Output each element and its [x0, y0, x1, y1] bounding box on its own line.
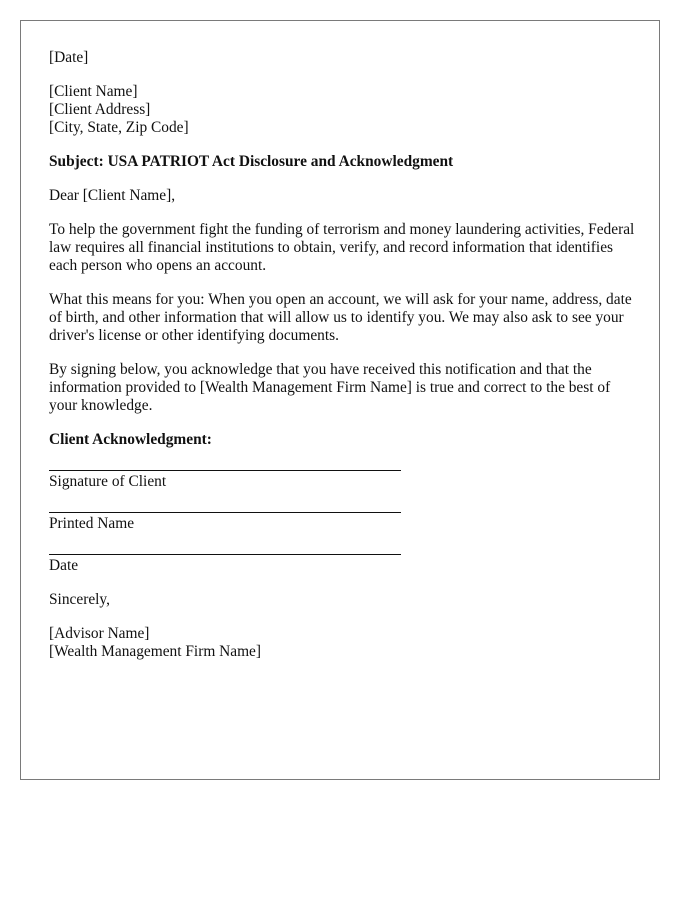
paragraph-identification: To help the government fight the funding of terrorism and money laundering activities, Federal law requires all financial institutions to obtain, verify, and record information that identifies each person who opens an account.	[49, 221, 635, 274]
acknowledgment-heading: Client Acknowledgment:	[49, 431, 212, 448]
printed-name-label: Printed Name	[49, 515, 135, 532]
spacer	[49, 415, 639, 431]
spacer	[49, 67, 639, 83]
signatory-block	[49, 625, 639, 661]
closing: Sincerely,	[49, 591, 110, 608]
recipient-name: [Client Name]	[49, 83, 138, 100]
recipient-city-state-zip: [City, State, Zip Code]	[49, 119, 189, 136]
signature-label: Signature of Client	[49, 473, 167, 490]
firm-name: [Wealth Management Firm Name]	[49, 643, 262, 660]
paragraph-acknowledgment: By signing below, you acknowledge that you have received this notification and that the information provided to [Wealth Management Firm Name] is true and correct to the best of your knowledge.	[49, 361, 611, 414]
date-label: Date	[49, 557, 79, 574]
recipient-address: [Client Address]	[49, 101, 151, 118]
printed-name-line	[49, 512, 401, 513]
spacer	[49, 491, 639, 512]
letter-page	[20, 20, 660, 780]
spacer	[49, 449, 639, 470]
salutation: Dear [Client Name],	[49, 187, 176, 204]
spacer	[49, 137, 639, 153]
letter-date: [Date]	[49, 49, 89, 66]
paragraph-what-this-means: What this means for you: When you open an account, we will ask for your name, address, date of birth, and other information that will allow us to identify you. We may also ask to see your driver's license or other identifying documents.	[49, 291, 632, 344]
spacer	[49, 275, 639, 291]
spacer	[49, 575, 639, 591]
letter-content	[49, 49, 639, 661]
date-line	[49, 554, 401, 555]
signature-line	[49, 470, 401, 471]
spacer	[49, 171, 639, 187]
letter-subject: Subject: USA PATRIOT Act Disclosure and Acknowledgment	[49, 153, 454, 170]
spacer	[49, 533, 639, 554]
spacer	[49, 609, 639, 625]
advisor-name: [Advisor Name]	[49, 625, 150, 642]
spacer	[49, 345, 639, 361]
recipient-block	[49, 83, 639, 137]
spacer	[49, 205, 639, 221]
